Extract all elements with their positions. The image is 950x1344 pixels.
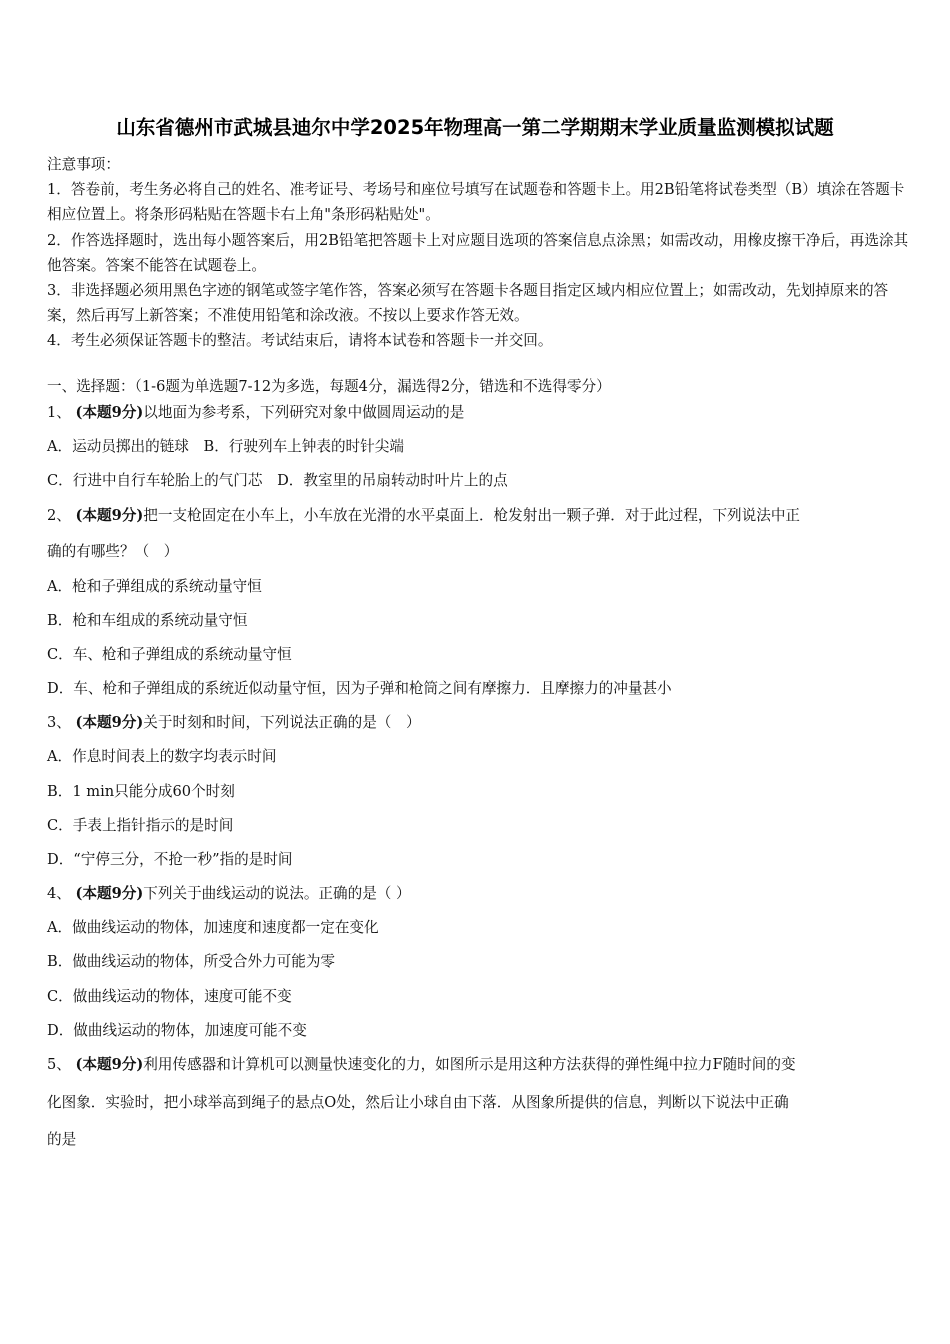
- question-option: D．“宁停三分，不抢一秒”指的是时间: [47, 851, 293, 868]
- question-score: (本题9分): [75, 507, 144, 524]
- question-text: 关于时刻和时间，下列说法正确的是（ ）: [143, 714, 421, 731]
- question-5-stem: [47, 1053, 917, 1074]
- question-1-stem: [47, 401, 917, 422]
- question-number: 2、: [47, 507, 71, 524]
- question-4-stem: [47, 882, 917, 903]
- question-text-continued: 化图象．实验时，把小球举高到绳子的悬点O处，然后让小球自由下落．从图象所提供的信息，判断以下说法中正确: [47, 1094, 789, 1111]
- notes-item: 1．答卷前，考生务必将自己的姓名、准考证号、考场号和座位号填写在试题卷和答题卡上。用2B铅笔将试卷类型（B）填涂在答题卡相应位置上。将条形码粘贴在答题卡右上角"条形码粘贴处"。: [47, 181, 905, 224]
- question-option: C．做曲线运动的物体，速度可能不变: [47, 988, 292, 1005]
- question-text: 以地面为参考系，下列研究对象中做圆周运动的是: [143, 404, 465, 421]
- section-heading: 一、选择题：（1-6题为单选题7-12为多选，每题4分，漏选得2分，错选和不选得零分）: [47, 378, 611, 395]
- question-option: A．做曲线运动的物体，加速度和速度都一定在变化: [47, 919, 379, 936]
- notes-block: [47, 152, 917, 354]
- notes-item: 2．作答选择题时，选出每小题答案后，用2B铅笔把答题卡上对应题目选项的答案信息点涂黑；如需改动，用橡皮擦干净后，再选涂其他答案。答案不能答在试题卷上。: [47, 231, 909, 274]
- question-option: A．枪和子弹组成的系统动量守恒: [47, 578, 262, 595]
- page-title: 山东省德州市武城县迪尔中学2025年物理高一第二学期期末学业质量监测模拟试题: [116, 116, 834, 139]
- question-3-stem: [47, 711, 917, 732]
- question-number: 4、: [47, 885, 71, 902]
- question-option: A．运动员掷出的链球 B．行驶列车上钟表的时针尖端: [47, 438, 404, 455]
- question-option: B．枪和车组成的系统动量守恒: [47, 612, 248, 629]
- question-text-continued: 的是: [47, 1131, 77, 1148]
- question-option: C．行进中自行车轮胎上的气门芯 D．教室里的吊扇转动时叶片上的点: [47, 472, 508, 489]
- question-option: A．作息时间表上的数字均表示时间: [47, 748, 277, 765]
- question-text: 利用传感器和计算机可以测量快速变化的力，如图所示是用这种方法获得的弹性绳中拉力F随时间的变: [143, 1056, 796, 1073]
- question-number: 5、: [47, 1056, 71, 1073]
- notes-heading: 注意事项：: [47, 156, 120, 173]
- question-score: (本题9分): [75, 404, 144, 421]
- question-option: B．做曲线运动的物体，所受合外力可能为零: [47, 953, 336, 970]
- notes-item: 3．非选择题必须用黑色字迹的钢笔或签字笔作答，答案必须写在答题卡各题目指定区域内相应位置上；如需改动，先划掉原来的答案，然后再写上新答案；不准使用铅笔和涂改液。不按以上要求作答无效。: [47, 282, 889, 325]
- question-text-continued: 确的有哪些？（ ）: [47, 543, 179, 560]
- question-score: (本题9分): [75, 1056, 144, 1073]
- question-2-stem: [47, 504, 917, 525]
- question-text: 下列关于曲线运动的说法。正确的是（ ）: [143, 885, 411, 902]
- question-option: C．手表上指针指示的是时间: [47, 817, 234, 834]
- question-score: (本题9分): [75, 885, 144, 902]
- question-number: 1、: [47, 404, 71, 421]
- question-number: 3、: [47, 714, 71, 731]
- question-option: D．车、枪和子弹组成的系统近似动量守恒，因为子弹和枪筒之间有摩擦力．且摩擦力的冲量甚小: [47, 680, 672, 697]
- question-option: C．车、枪和子弹组成的系统动量守恒: [47, 646, 292, 663]
- question-option: D．做曲线运动的物体，加速度可能不变: [47, 1022, 307, 1039]
- question-text: 把一支枪固定在小车上，小车放在光滑的水平桌面上．枪发射出一颗子弹．对于此过程，下列说法中正: [143, 507, 801, 524]
- question-score: (本题9分): [75, 714, 144, 731]
- question-option: B．1 min只能分成60个时刻: [47, 783, 235, 800]
- notes-item: 4．考生必须保证答题卡的整洁。考试结束后，请将本试卷和答题卡一并交回。: [47, 332, 553, 350]
